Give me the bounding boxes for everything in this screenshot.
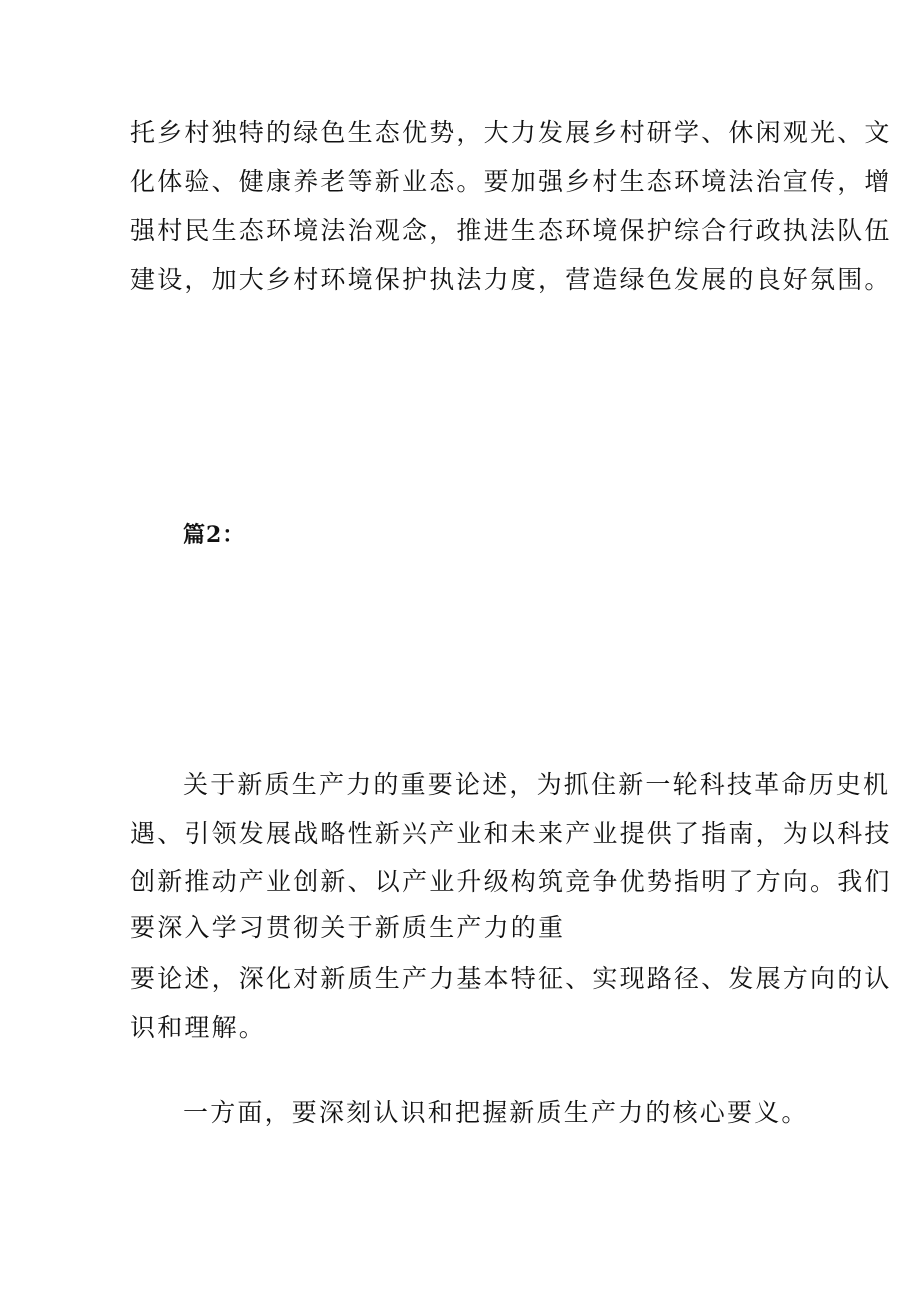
text-line: 要深入学习贯彻关于新质生产力的重 (130, 913, 566, 942)
text-line: 遇、引领发展战略性新兴产业和未来产业提供了指南，为以科技 (130, 819, 892, 848)
text-line: 识和理解。 (130, 1013, 267, 1042)
text-line: 创新推动产业创新、以产业升级构筑竞争优势指明了方向。我们 (130, 867, 892, 896)
text-line: 托乡村独特的绿色生态优势，大力发展乡村研学、休闲观光、文 (130, 118, 892, 147)
text-line: 关于新质生产力的重要论述，为抓住新一轮科技革命历史机 (183, 770, 891, 799)
section-heading: 篇2： (183, 522, 246, 548)
text-line: 要论述，深化对新质生产力基本特征、实现路径、发展方向的认 (130, 964, 892, 993)
text-line: 强村民生态环境法治观念，推进生态环境保护综合行政执法队伍 (130, 216, 892, 245)
text-line: 化体验、健康养老等新业态。要加强乡村生态环境法治宣传，增 (130, 167, 892, 196)
text-line: 一方面，要深刻认识和把握新质生产力的核心要义。 (183, 1098, 809, 1127)
text-line: 建设，加大乡村环境保护执法力度，营造绿色发展的良好氛围。 (130, 265, 892, 294)
